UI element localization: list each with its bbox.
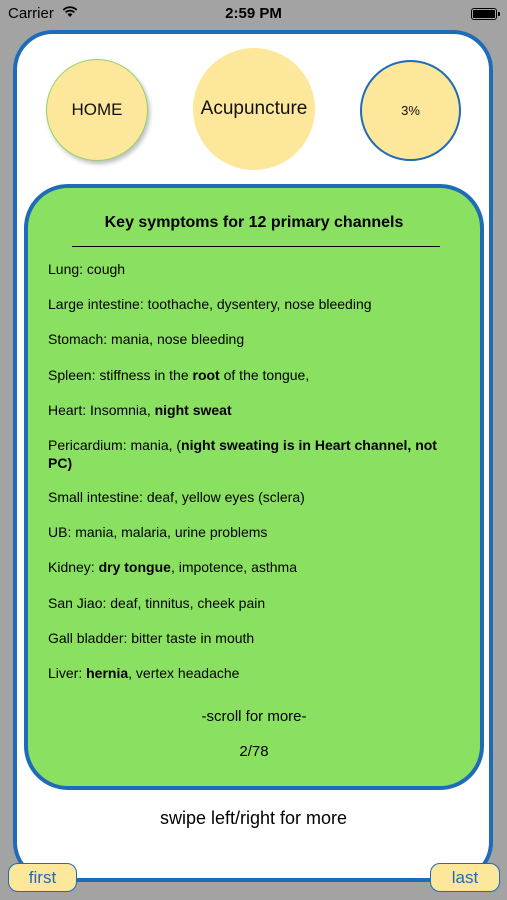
carrier-label: Carrier [8, 5, 54, 22]
battery-icon [471, 8, 497, 20]
symptom-text: Gall bladder: bitter taste in mouth [48, 630, 255, 646]
symptom-text: Kidney: [48, 559, 99, 575]
progress-indicator: 3% [360, 60, 461, 161]
symptom-item [48, 558, 448, 576]
first-button[interactable]: first [8, 863, 77, 892]
symptom-text: Large intestine: toothache, dysentery, nose bleeding [48, 296, 372, 312]
symptom-item [48, 629, 448, 647]
symptom-text: Stomach: mania, nose bleeding [48, 331, 245, 347]
scroll-hint: -scroll for more- [201, 708, 307, 725]
symptom-text: Heart: Insomnia, [48, 402, 155, 418]
title-divider [72, 246, 440, 247]
symptom-item [48, 664, 448, 682]
last-button[interactable]: last [430, 863, 500, 892]
status-time: 2:59 PM [225, 5, 282, 22]
emphasis-text: dry tongue [98, 559, 171, 575]
emphasis-text: root [192, 367, 220, 383]
home-button[interactable]: HOME [46, 59, 148, 161]
symptom-text: San Jiao: deaf, tinnitus, cheek pain [48, 595, 266, 611]
symptom-text: UB: mania, malaria, urine problems [48, 524, 268, 540]
emphasis-text: night sweat [154, 402, 232, 418]
swipe-hint: swipe left/right for more [159, 808, 348, 828]
symptoms-panel[interactable] [24, 184, 484, 790]
symptom-item [48, 260, 448, 278]
symptom-item [48, 488, 448, 506]
symptom-text: of the tongue, [219, 367, 310, 383]
symptom-text: , impotence, asthma [170, 559, 297, 575]
symptom-item [48, 366, 448, 384]
symptom-item [48, 523, 448, 541]
symptom-text: Small intestine: deaf, yellow eyes (sclera) [48, 489, 305, 505]
symptom-item [48, 594, 448, 612]
symptom-text: Liver: [48, 665, 87, 681]
symptom-text: Spleen: stiffness in the [48, 367, 193, 383]
panel-title: Key symptoms for 12 primary channels [104, 214, 404, 231]
app-title: Acupuncture [193, 48, 315, 170]
symptom-text: Pericardium: mania, ( [48, 437, 182, 453]
status-bar [0, 0, 507, 28]
symptom-item [48, 295, 448, 313]
symptom-text: Lung: cough [48, 261, 126, 277]
symptom-text: , vertex headache [128, 665, 240, 681]
page-counter: 2/78 [239, 743, 269, 760]
emphasis-text: hernia [86, 665, 129, 681]
emphasis-text: night sweating is in Heart channel, not PC) [48, 437, 437, 471]
symptom-item [48, 330, 448, 348]
symptom-item [48, 436, 448, 472]
symptom-item [48, 401, 448, 419]
